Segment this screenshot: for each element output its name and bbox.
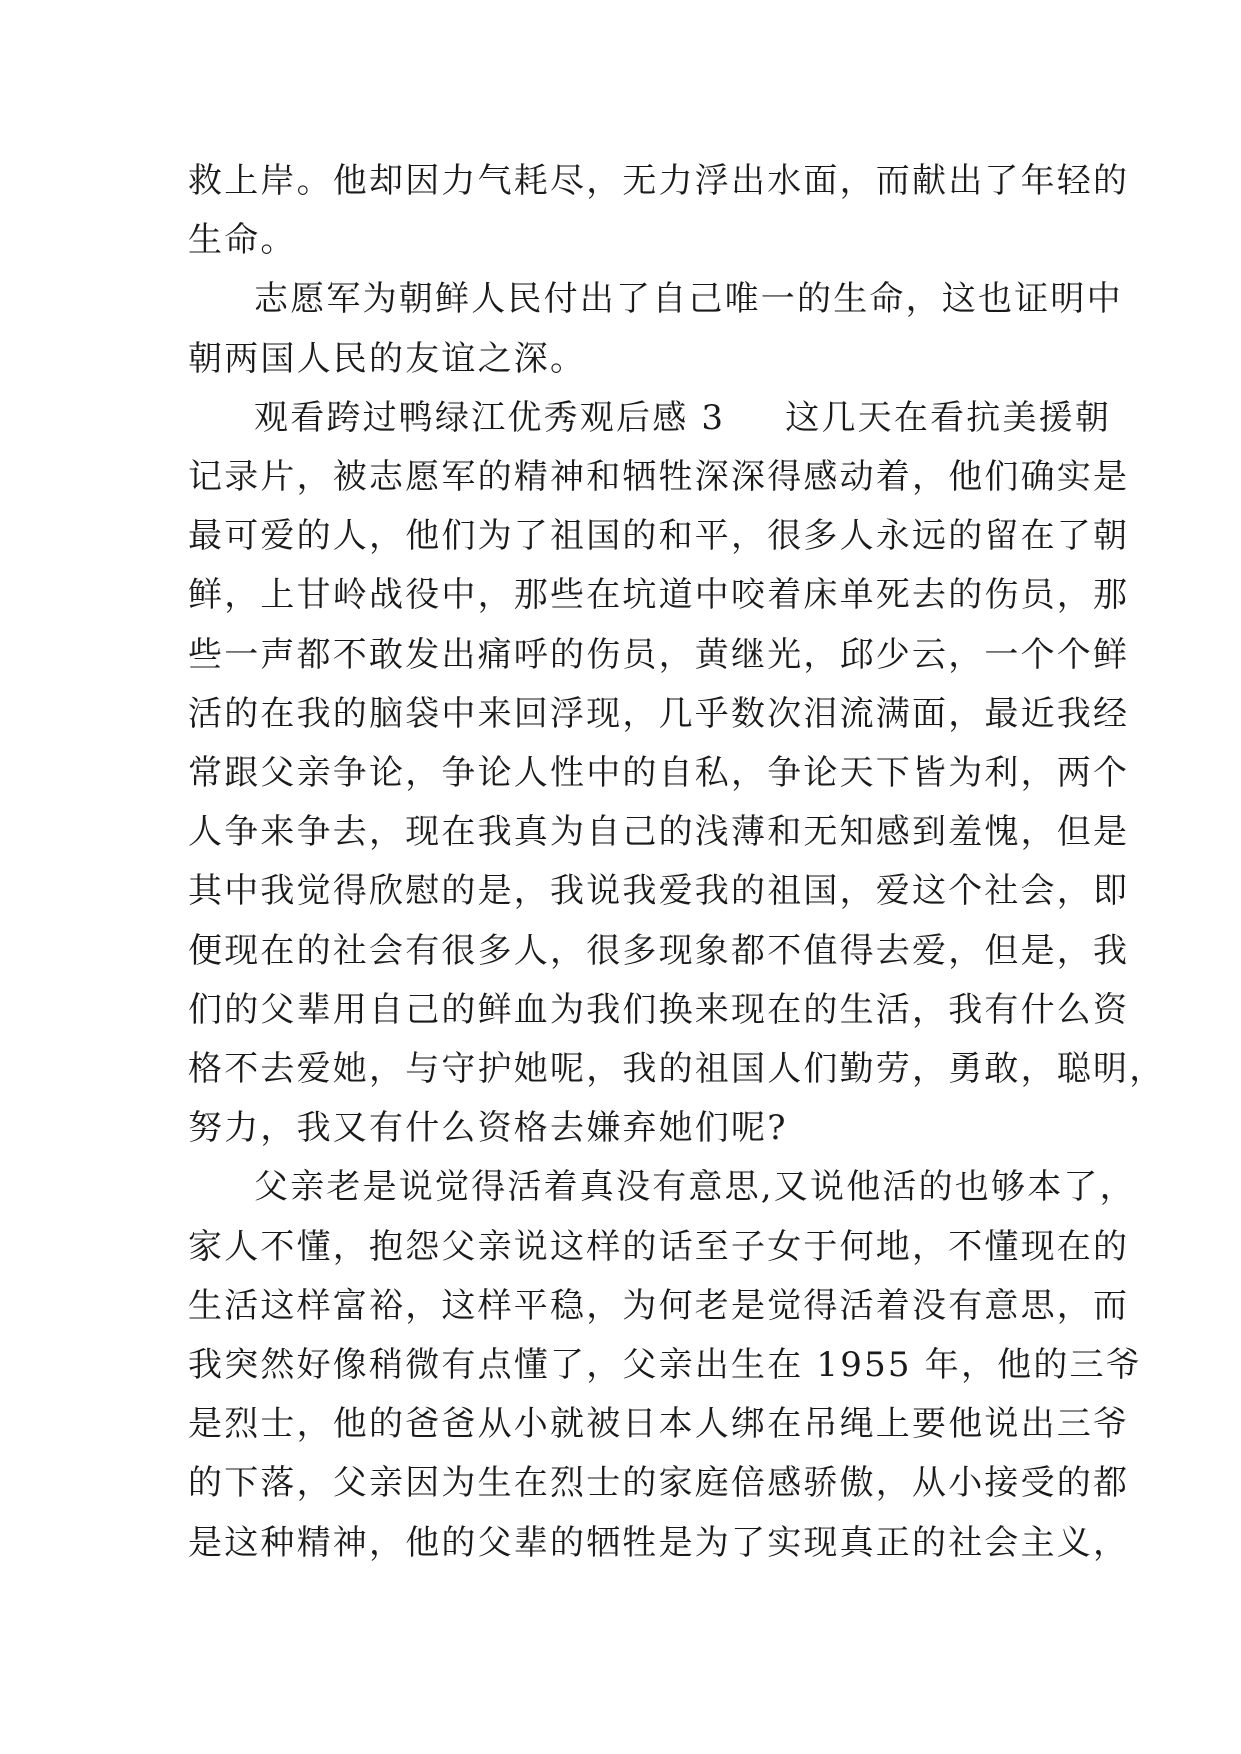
paragraph [188, 270, 1123, 388]
body-text [188, 152, 1166, 1573]
text-line: 是这种精神，他的父辈的牺牲是为了实现真正的社会主义， [188, 1522, 1130, 1563]
section-heading: 观看跨过鸭绿江优秀观后感 3 [254, 397, 726, 438]
text-line: 人争来争去，现在我真为自己的浅薄和无知感到羞愧，但是 [188, 812, 1130, 853]
text-line: 格不去爱她，与守护她呢，我的祖国人们勤劳，勇敢，聪明， [188, 1049, 1166, 1090]
text-line: 生活这样富裕，这样平稳，为何老是觉得活着没有意思，而 [188, 1285, 1130, 1326]
text-line: 其中我觉得欣慰的是，我说我爱我的祖国，爱这个社会，即 [188, 871, 1130, 912]
text-line: 志愿军为朝鲜人民付出了自己唯一的生命，这也证明中 [254, 279, 1123, 320]
text-line: 们的父辈用自己的鲜血为我们换来现在的生活，我有什么资 [188, 989, 1130, 1030]
text-line: 父亲老是说觉得活着真没有意思,又说他活的也够本了， [254, 1167, 1136, 1208]
text-line: 家人不懂，抱怨父亲说这样的话至子女于何地，不懂现在的 [188, 1226, 1130, 1267]
text-line: 努力，我又有什么资格去嫌弃她们呢? [188, 1108, 788, 1149]
paragraph [188, 389, 1166, 1159]
text-line: 便现在的社会有很多人，很多现象都不值得去爱，但是，我 [188, 930, 1130, 971]
paragraph [188, 152, 1130, 270]
text-line: 生命。 [188, 220, 297, 261]
paragraph [188, 1158, 1142, 1572]
text-line: 的下落，父亲因为生在烈士的家庭倍感骄傲，从小接受的都 [188, 1463, 1130, 1504]
text-line: 朝两国人民的友谊之深。 [188, 338, 587, 379]
text-line: 记录片，被志愿军的精神和牺牲深深得感动着，他们确实是 [188, 457, 1130, 498]
text-line: 最可爱的人，他们为了祖国的和平，很多人永远的留在了朝 [188, 516, 1130, 557]
text-line: 活的在我的脑袋中来回浮现，几乎数次泪流满面，最近我经 [188, 693, 1130, 734]
text-line: 些一声都不敢发出痛呼的伤员，黄继光，邱少云，一个个鲜 [188, 634, 1130, 675]
text-line: 常跟父亲争论，争论人性中的自私，争论天下皆为利，两个 [188, 753, 1130, 794]
text-line [188, 389, 1112, 448]
text-line: 是烈士，他的爸爸从小就被日本人绑在吊绳上要他说出三爷 [188, 1404, 1130, 1445]
text-line: 鲜，上甘岭战役中，那些在坑道中咬着床单死去的伤员，那 [188, 575, 1130, 616]
heading-line-rest: 这几天在看抗美援朝 [785, 397, 1112, 438]
text-line: 救上岸。他却因力气耗尽，无力浮出水面，而献出了年轻的 [188, 161, 1130, 201]
text-line: 我突然好像稍微有点懂了，父亲出生在 1955 年，他的三爷 [188, 1345, 1142, 1386]
